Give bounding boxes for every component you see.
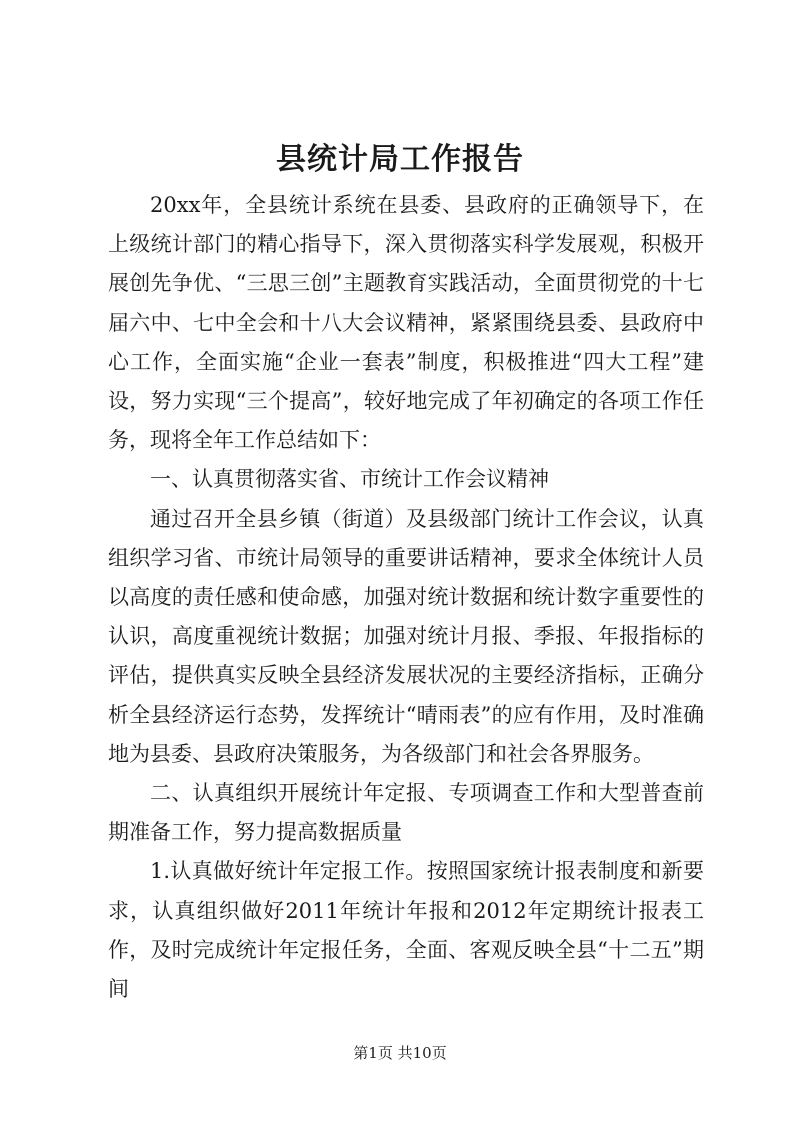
page-footer: 第1页 共10页: [353, 1044, 447, 1062]
document-body: [108, 186, 704, 1009]
section-heading-2: 二、认真组织开展统计年定报、专项调查工作和大型普查前期准备工作，努力提高数据质量: [108, 781, 704, 845]
section-heading-1: 一、认真贯彻落实省、市统计工作会议精神: [150, 467, 549, 492]
paragraph-intro: 20xx年，全县统计系统在县委、县政府的正确领导下，在上级统计部门的精心指导下，深入贯彻落实科学发展观，积极开展创先争优、“三思三创”主题教育实践活动，全面贯彻党的十七届六中、七中全会和十八大会议精神，紧紧围绕县委、县政府中心工作，全面实施“企业一套表”制度，积极推进“四大工程”建设，努力实现“三个提高”，较好地完成了年初确定的各项工作任务，现将全年工作总结如下：: [108, 193, 704, 453]
paragraph-section-1: 通过召开全县乡镇（街道）及县级部门统计工作会议，认真组织学习省、市统计局领导的重要讲话精神，要求全体统计人员以高度的责任感和使命感，加强对统计数据和统计数字重要性的认识，高度重视统计数据；加强对统计月报、季报、年报指标的评估，提供真实反映全县经济发展状况的主要经济指标，正确分析全县经济运行态势，发挥统计“晴雨表”的应有作用，及时准确地为县委、县政府决策服务，为各级部门和社会各界服务。: [108, 506, 704, 766]
document-title: 县统计局工作报告: [276, 142, 524, 177]
paragraph-section-2-item-1: 1.认真做好统计年定报工作。按照国家统计报表制度和新要求，认真组织做好2011年统计年报和2012年定期统计报表工作，及时完成统计年定报任务，全面、客观反映全县“十二五”期间: [108, 859, 704, 1002]
